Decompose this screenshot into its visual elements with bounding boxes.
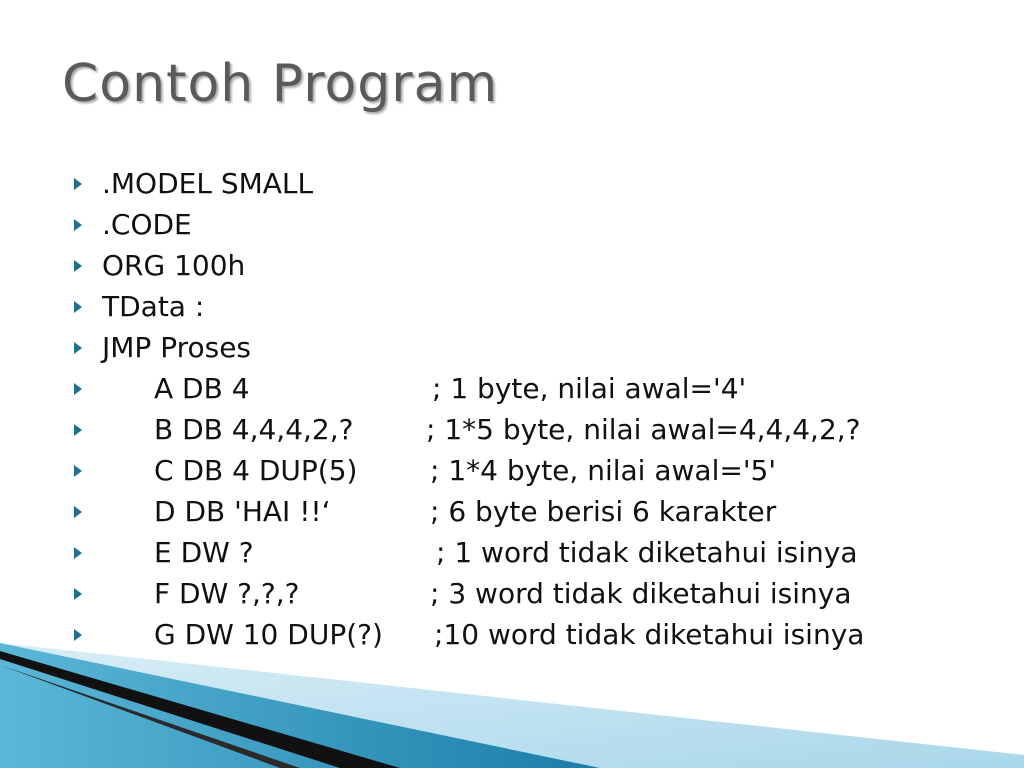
bullet-item: [74, 491, 974, 532]
code-comment: ; 1*5 byte, nilai awal=4,4,4,2,?: [426, 413, 861, 446]
bullet-item: [74, 409, 974, 450]
code-comment: ; 3 word tidak diketahui isinya: [430, 577, 852, 610]
bullet-arrow-icon: [74, 301, 82, 313]
bullet-arrow-icon: [74, 506, 82, 518]
code-line: E DW ?: [154, 536, 254, 569]
bullet-arrow-icon: [74, 465, 82, 477]
decorative-wave-graphic: [0, 643, 1024, 768]
bullet-arrow-icon: [74, 629, 82, 641]
bullet-arrow-icon: [74, 178, 82, 190]
bullet-item: [74, 450, 974, 491]
code-line: .CODE: [102, 208, 192, 241]
bullet-arrow-icon: [74, 260, 82, 272]
bullet-item: [74, 204, 974, 245]
slide-title: Contoh Program: [62, 54, 499, 114]
code-comment: ; 1 byte, nilai awal='4': [432, 372, 747, 405]
code-line: B DB 4,4,4,2,?: [154, 413, 354, 446]
code-comment: ; 1*4 byte, nilai awal='5': [430, 454, 777, 487]
code-line: .MODEL SMALL: [102, 167, 314, 200]
bullet-item: [74, 532, 974, 573]
code-comment: ; 1 word tidak diketahui isinya: [436, 536, 858, 569]
code-line: TData :: [102, 290, 205, 323]
bullet-arrow-icon: [74, 547, 82, 559]
bullet-item: [74, 245, 974, 286]
code-line: F DW ?,?,?: [154, 577, 300, 610]
bullet-item: [74, 327, 974, 368]
code-line: G DW 10 DUP(?): [154, 618, 383, 651]
bullet-arrow-icon: [74, 342, 82, 354]
bullet-item: [74, 368, 974, 409]
bullet-arrow-icon: [74, 383, 82, 395]
bullet-item: [74, 573, 974, 614]
bullet-arrow-icon: [74, 219, 82, 231]
code-comment: ;10 word tidak diketahui isinya: [434, 618, 865, 651]
code-line: ORG 100h: [102, 249, 246, 282]
code-line: D DB 'HAI !!‘: [154, 495, 331, 528]
code-line: A DB 4: [154, 372, 250, 405]
bullet-arrow-icon: [74, 424, 82, 436]
code-line: C DB 4 DUP(5): [154, 454, 358, 487]
code-line: JMP Proses: [102, 331, 252, 364]
bullet-item: [74, 286, 974, 327]
bullet-list: [74, 163, 974, 655]
bullet-item: [74, 163, 974, 204]
code-comment: ; 6 byte berisi 6 karakter: [430, 495, 777, 528]
bullet-arrow-icon: [74, 588, 82, 600]
